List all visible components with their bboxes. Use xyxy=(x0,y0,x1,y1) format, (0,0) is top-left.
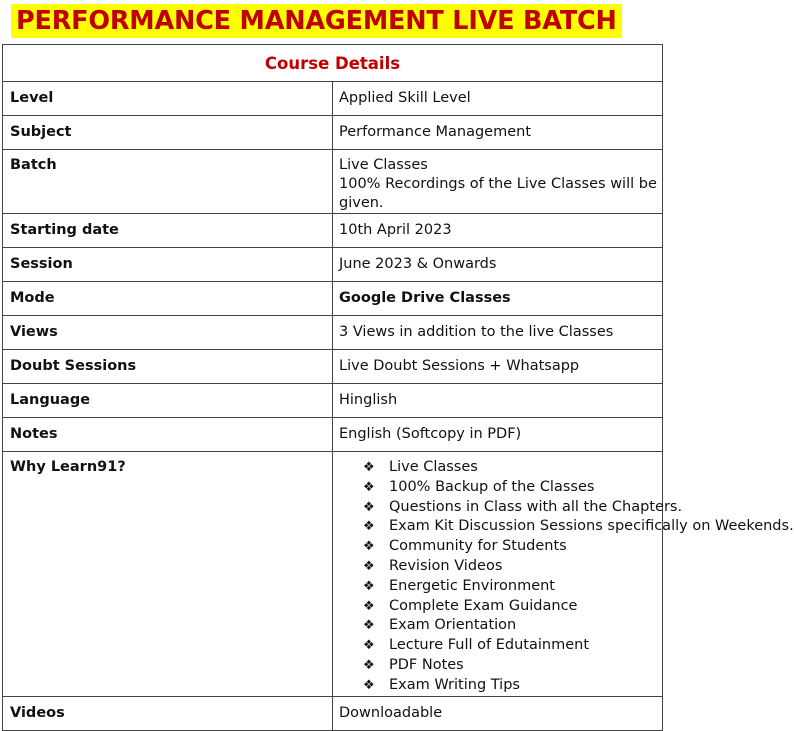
list-item: ❖ Questions in Class with all the Chapters. xyxy=(363,498,662,518)
row-label: Session xyxy=(10,256,73,272)
course-details-table xyxy=(2,44,794,731)
row-value: Live Classes xyxy=(339,157,428,173)
table-row xyxy=(3,452,663,697)
row-value: English (Softcopy in PDF) xyxy=(339,426,522,442)
list-item: ❖ Lecture Full of Edutainment xyxy=(363,636,662,656)
list-item: ❖ Community for Students xyxy=(363,537,662,557)
table-header: Course Details xyxy=(3,45,663,82)
row-label: Batch xyxy=(10,157,57,173)
list-item: ❖ Complete Exam Guidance xyxy=(363,597,662,617)
diamond-bullet-icon: ❖ xyxy=(363,618,375,634)
why-learn91-list xyxy=(339,452,794,696)
table-row xyxy=(3,384,663,418)
list-item: ❖ 100% Backup of the Classes xyxy=(363,478,662,498)
row-value: Applied Skill Level xyxy=(339,90,471,106)
table-row xyxy=(3,116,663,150)
diamond-bullet-icon: ❖ xyxy=(363,598,375,614)
diamond-bullet-icon: ❖ xyxy=(363,519,375,535)
diamond-bullet-icon: ❖ xyxy=(363,539,375,555)
row-label: Subject xyxy=(10,124,72,140)
list-item: ❖ Revision Videos xyxy=(363,557,662,577)
diamond-bullet-icon: ❖ xyxy=(363,578,375,594)
table-row xyxy=(3,316,663,350)
row-value: 10th April 2023 xyxy=(339,222,452,238)
row-label: Mode xyxy=(10,290,55,306)
table-row xyxy=(3,150,663,214)
row-label: Why Learn91? xyxy=(10,459,126,475)
list-item: ❖ Live Classes xyxy=(363,458,662,478)
list-item: ❖ Exam Orientation xyxy=(363,616,662,636)
row-label: Views xyxy=(10,324,58,340)
row-label: Videos xyxy=(10,704,65,721)
row-label: Notes xyxy=(10,426,58,442)
row-label: Level xyxy=(10,90,54,106)
diamond-bullet-icon: ❖ xyxy=(363,657,375,673)
table-row xyxy=(3,82,663,116)
diamond-bullet-icon: ❖ xyxy=(363,638,375,654)
diamond-bullet-icon: ❖ xyxy=(363,558,375,574)
row-value: 3 Views in addition to the live Classes xyxy=(339,324,614,340)
diamond-bullet-icon: ❖ xyxy=(363,499,375,515)
list-item: ❖ Exam Writing Tips xyxy=(363,676,662,696)
row-value: Hinglish xyxy=(339,392,398,408)
table-row xyxy=(3,282,663,316)
row-value: June 2023 & Onwards xyxy=(339,256,497,272)
diamond-bullet-icon: ❖ xyxy=(363,460,375,475)
diamond-bullet-icon: ❖ xyxy=(363,677,375,693)
row-label: Starting date xyxy=(10,222,119,238)
row-value: Google Drive Classes xyxy=(339,290,511,306)
diamond-bullet-icon: ❖ xyxy=(363,479,375,495)
table-row xyxy=(3,214,663,248)
row-value: Live Doubt Sessions + Whatsapp xyxy=(339,358,580,374)
row-label: Language xyxy=(10,392,91,408)
table-row xyxy=(3,418,663,452)
list-item: ❖ Energetic Environment xyxy=(363,577,662,597)
table-row xyxy=(3,248,663,282)
table-row xyxy=(3,696,663,730)
row-value: Downloadable xyxy=(339,704,443,721)
row-label: Doubt Sessions xyxy=(10,358,137,374)
page-title: PERFORMANCE MANAGEMENT LIVE BATCH xyxy=(11,4,622,38)
table-row xyxy=(3,350,663,384)
list-item: ❖ PDF Notes xyxy=(363,656,662,676)
row-value: Performance Management xyxy=(339,124,532,140)
list-item: ❖ Exam Kit Discussion Sessions specifically on Weekends. xyxy=(363,517,662,537)
row-value-secondary: 100% Recordings of the Live Classes will be given. xyxy=(339,176,657,211)
